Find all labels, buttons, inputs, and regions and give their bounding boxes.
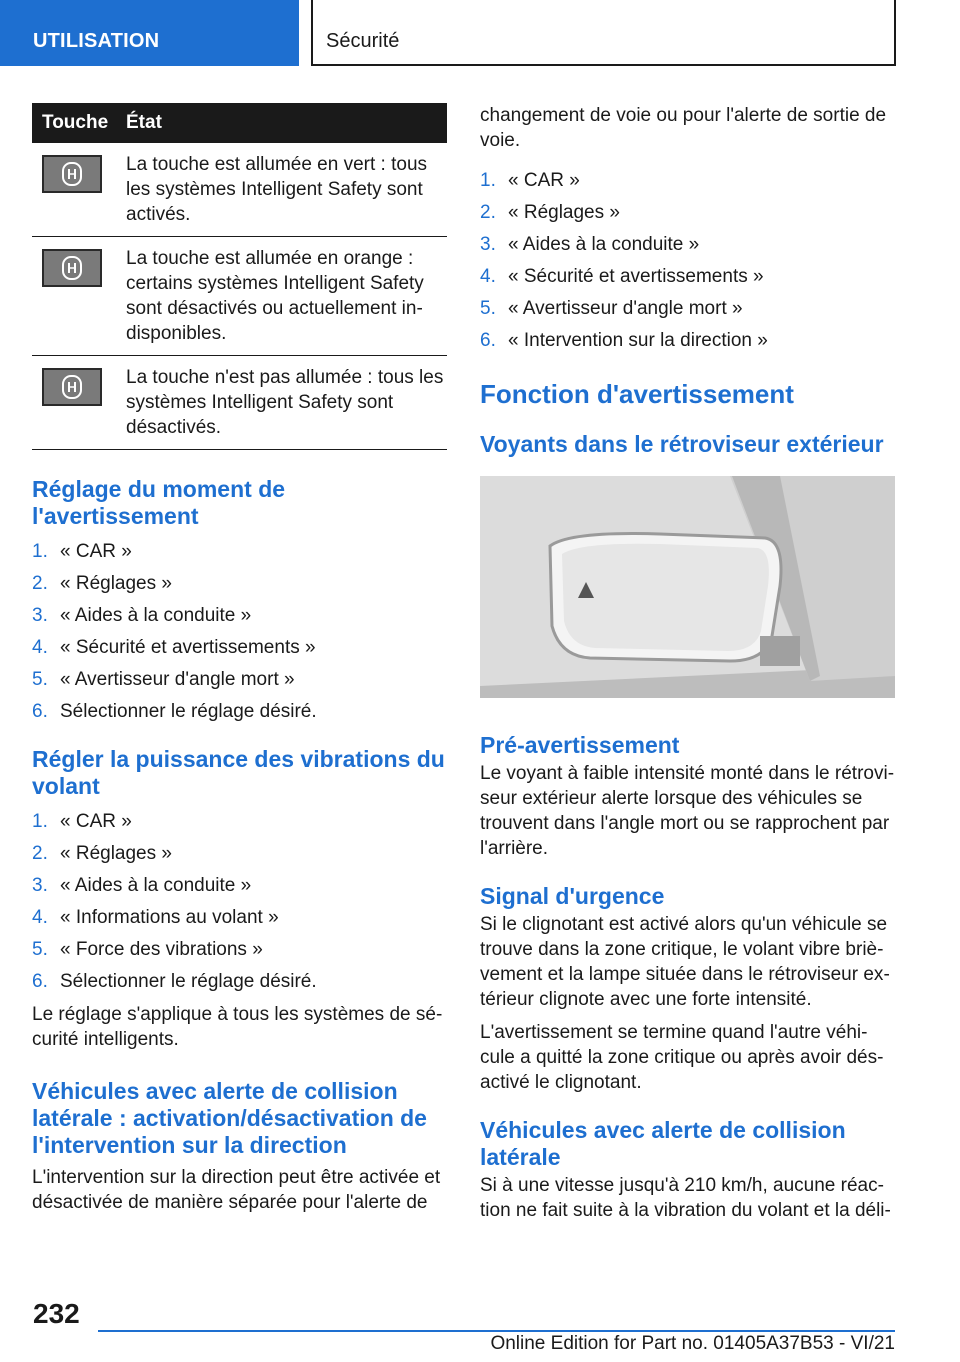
table-cell-state: La touche est allumée en orange : certains systèmes Intelligent Safety sont désactivés ou actuellement indisponibles. — [126, 248, 424, 344]
list-item: 1. « CAR » — [480, 170, 580, 191]
table-cell-state: La touche n'est pas allumée : tous les systèmes Intelligent Safety sont désactivés. — [126, 367, 444, 438]
list-item: 5. « Avertisseur d'angle mort » — [480, 298, 743, 319]
list-item: 5. « Avertisseur d'angle mort » — [32, 669, 295, 690]
list-item: 4. « Sécurité et avertissements » — [32, 637, 316, 658]
body-text: Si à une vitesse jusqu'à 210 km/h, aucune réaction ne fait suite à la vibration du volant et la déli- — [480, 1175, 891, 1221]
body-text: changement de voie ou pour l'alerte de sortie de voie. — [480, 105, 887, 151]
intelligent-safety-button-icon — [42, 249, 102, 287]
body-text: L'intervention sur la direction peut être activée et désactivée de manière séparée pour l'alerte de — [32, 1167, 441, 1213]
list-item: 1. « CAR » — [32, 541, 132, 562]
list-item: 3. « Aides à la conduite » — [32, 605, 252, 626]
body-text: Si le clignotant est activé alors qu'un véhicule se trouve dans la zone critique, le volant vibre brièvement et la lampe située dans le rétroviseur extérieur clignote avec une forte intensité. — [480, 914, 890, 1010]
step-list — [480, 165, 895, 357]
table-cell-state: La touche est allumée en vert : tous les systèmes Intelligent Safety sont activés. — [126, 154, 428, 225]
subsection-heading: Voyants dans le rétroviseur extérieur — [480, 431, 884, 457]
step-list — [32, 806, 447, 998]
note-text: Le réglage s'applique à tous les systèmes de sécurité intelligents. — [32, 1004, 443, 1050]
list-item: 3. « Aides à la conduite » — [480, 234, 700, 255]
list-item: 6. « Intervention sur la direction » — [480, 330, 768, 351]
page-number: 232 — [33, 1298, 80, 1329]
footer-divider — [98, 1330, 895, 1332]
body-text: L'avertissement se termine quand l'autre véhicule a quitté la zone critique ou après avoir désactivé le clignotant. — [480, 1022, 884, 1093]
section-title: UTILISATION — [33, 30, 160, 52]
list-item: 2. « Réglages » — [480, 202, 620, 223]
chapter-tab — [311, 0, 896, 66]
table-row — [32, 143, 447, 237]
subsection-heading: Pré-avertissement — [480, 732, 680, 758]
list-item: 1. « CAR » — [32, 811, 132, 832]
list-item: 5. « Force des vibrations » — [32, 939, 263, 960]
body-text: Le voyant à faible intensité monté dans le rétroviseur extérieur alerte lorsque des véhicules se trouvent dans l'angle mort ou se rapprochent par l'arrière. — [480, 763, 895, 859]
list-item: 6. Sélectionner le réglage désiré. — [32, 971, 317, 992]
subsection-heading: Signal d'urgence — [480, 883, 665, 909]
status-table — [32, 103, 447, 450]
section-heading: Véhicules avec alerte de collision latérale : activation/désactivation de l'intervention sur la direction — [32, 1078, 427, 1158]
list-item: 6. Sélectionner le réglage désiré. — [32, 701, 317, 722]
edition-info: Online Edition for Part no. 01405A37B53 - VI/21 — [490, 1333, 895, 1354]
intelligent-safety-button-icon — [42, 155, 102, 193]
right-column — [480, 103, 895, 1223]
table-row — [32, 356, 447, 450]
intelligent-safety-button-icon — [42, 368, 102, 406]
step-list — [32, 536, 447, 728]
list-item: 4. « Sécurité et avertissements » — [480, 266, 764, 287]
section-tab — [0, 0, 299, 66]
table-header-state: État — [126, 112, 162, 133]
side-mirror-illustration — [480, 476, 895, 698]
section-heading: Fonction d'avertissement — [480, 379, 794, 409]
left-column — [32, 103, 447, 1215]
list-item: 3. « Aides à la conduite » — [32, 875, 252, 896]
table-row — [32, 237, 447, 356]
subsection-heading: Véhicules avec alerte de collision latérale — [480, 1117, 846, 1170]
section-heading: Régler la puissance des vibrations du volant — [32, 746, 445, 799]
table-header-key: Touche — [42, 112, 109, 133]
table-header — [32, 103, 447, 143]
list-item: 2. « Réglages » — [32, 573, 172, 594]
chapter-title: Sécurité — [326, 30, 400, 52]
list-item: 2. « Réglages » — [32, 843, 172, 864]
section-heading: Réglage du moment de l'avertissement — [32, 476, 286, 529]
list-item: 4. « Informations au volant » — [32, 907, 279, 928]
